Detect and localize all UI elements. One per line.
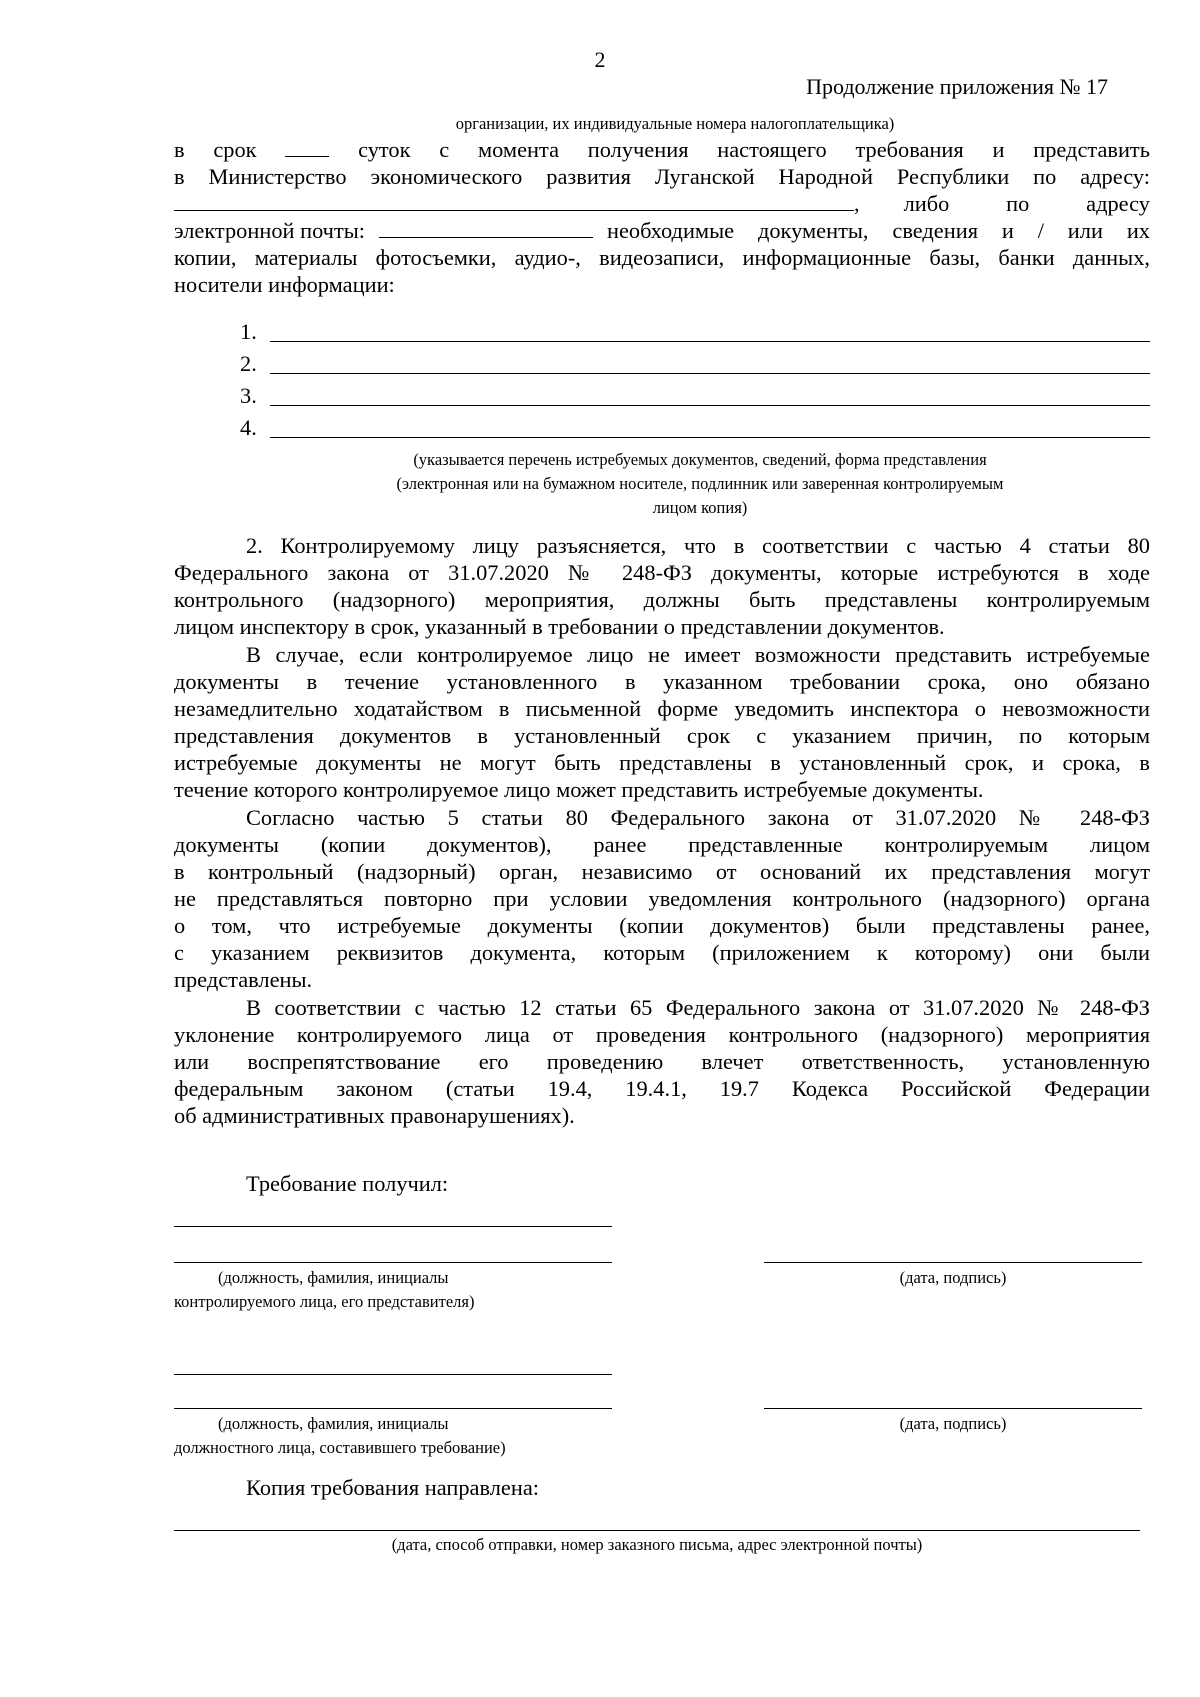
request-word: суток [358, 137, 411, 162]
request-word: , [854, 191, 860, 216]
paragraph-line: лицом инспектору в срок, указанный в требовании о представлении документов. [174, 614, 945, 639]
paragraph-line: федеральным законом (статьи 19.4, 19.4.1, 19.7 Кодекса Российской Федерации [174, 1076, 1150, 1101]
paragraph-line: в контрольный (надзорный) орган, независимо от оснований их представления могут [174, 859, 1150, 884]
email-blank-field[interactable] [379, 219, 593, 238]
request-word: по [1006, 191, 1030, 216]
received-date-signature-line[interactable] [764, 1262, 1142, 1263]
document-list-item [240, 348, 1150, 378]
caption-line: лицом копия) [652, 498, 748, 517]
official-name-line-2[interactable] [174, 1408, 612, 1409]
request-line-5: копии, материалы фотосъемки, аудио-, видеозаписи, информационные базы, банки данных, [174, 245, 1150, 270]
address-blank-field[interactable] [174, 192, 854, 211]
paragraph-line: течение которого контролируемое лицо может представить истребуемые документы. [174, 777, 984, 802]
paragraph-liability [174, 994, 1150, 1129]
list-number: 2. [240, 351, 257, 376]
paragraph-line: уклонение контролируемого лица от проведения контрольного (надзорного) мероприятия [174, 1022, 1150, 1047]
paragraph-repeat-submission [174, 804, 1150, 993]
caption-line: (электронная или на бумажном носителе, подлинник или заверенная контролируемым [396, 474, 1004, 493]
paragraph-inability [174, 641, 1150, 803]
paragraph-line: незамедлительно ходатайством в письменной форме уведомить инспектора о невозможности [174, 696, 1150, 721]
official-caption-line-2: должностного лица, составившего требование) [174, 1438, 506, 1457]
paragraph-line: не представляться повторно при условии уведомления контрольного (надзорного) органа [174, 886, 1150, 911]
copy-sent-label: Копия требования направлена: [246, 1475, 540, 1500]
official-date-signature-line[interactable] [764, 1408, 1142, 1409]
official-caption-line-1: (должность, фамилия, инициалы [218, 1414, 449, 1433]
received-name-line-2[interactable] [174, 1262, 612, 1263]
received-name-line-1[interactable] [174, 1226, 612, 1227]
paragraph-explanation [174, 532, 1150, 640]
received-caption-line-1: (должность, фамилия, инициалы [218, 1268, 449, 1287]
page-number: 2 [594, 47, 606, 72]
request-word: необходимые документы, сведения и / или их [607, 218, 1150, 243]
request-word: срок [213, 137, 257, 162]
paragraph-line: Согласно частью 5 статьи 80 Федерального закона от 31.07.2020 № 248-ФЗ [246, 805, 1150, 830]
official-name-line-1[interactable] [174, 1374, 612, 1375]
paragraph-line: документы в течение установленного в указанном требовании срока, оно обязано [174, 669, 1150, 694]
request-word: адресу [1086, 191, 1150, 216]
list-number: 4. [240, 415, 257, 440]
paragraph-line: об административных правонарушениях). [174, 1103, 575, 1128]
request-word: получения [587, 137, 689, 162]
paragraph-line: контрольного (надзорного) мероприятия, должны быть представлены контролируемым [174, 587, 1150, 612]
request-word: электронной почты: [174, 218, 365, 243]
paragraph-line: или воспрепятствование его проведению влечет ответственность, установленную [174, 1049, 1150, 1074]
paragraph-line: представлены. [174, 967, 313, 992]
appendix-label: Продолжение приложения № 17 [806, 74, 1108, 99]
request-block [174, 136, 1150, 298]
document-list-caption [300, 448, 1100, 520]
request-line-2: в Министерство экономического развития Луганской Народной Республики по адресу: [174, 164, 1150, 189]
request-word: и [992, 137, 1005, 162]
received-label: Требование получил: [246, 1171, 449, 1196]
received-caption-line-2: контролируемого лица, его представителя) [174, 1292, 475, 1311]
request-word: с [439, 137, 450, 162]
received-date-caption: (дата, подпись) [899, 1268, 1007, 1287]
request-word: настоящего [717, 137, 827, 162]
request-line-1 [174, 136, 1150, 163]
document-list-item [240, 316, 1150, 346]
document-entry-field[interactable] [270, 383, 1150, 406]
top-caption: организации, их индивидуальные номера налогоплательщика) [455, 114, 895, 133]
paragraph-line: В соответствии с частью 12 статьи 65 Федерального закона от 31.07.2020 № 248-ФЗ [246, 995, 1150, 1020]
copy-sent-details-line[interactable] [174, 1530, 1140, 1531]
request-word: момента [477, 137, 560, 162]
document-list-item [240, 412, 1150, 442]
document-entry-field[interactable] [270, 415, 1150, 438]
request-word: требования [855, 137, 964, 162]
list-number: 3. [240, 383, 257, 408]
paragraph-line: истребуемые документы не могут быть представлены в установленный срок, и срока, в [174, 750, 1150, 775]
document-entry-field[interactable] [270, 351, 1150, 374]
paragraph-line: 2. Контролируемому лицу разъясняется, что в соответствии с частью 4 статьи 80 [246, 533, 1150, 558]
request-word: либо [903, 191, 950, 216]
request-word: в [174, 137, 185, 162]
official-date-caption: (дата, подпись) [899, 1414, 1007, 1433]
document-list-item [240, 380, 1150, 410]
list-number: 1. [240, 319, 257, 344]
request-line-4 [174, 217, 1150, 244]
days-blank-field[interactable] [285, 138, 329, 157]
request-line-6: носители информации: [174, 272, 395, 297]
copy-sent-caption: (дата, способ отправки, номер заказного письма, адрес электронной почты) [391, 1535, 923, 1554]
request-line-3 [174, 190, 1150, 217]
paragraph-line: Федерального закона от 31.07.2020 № 248-ФЗ документы, которые истребуются в ходе [174, 560, 1150, 585]
document-entry-field[interactable] [270, 319, 1150, 342]
paragraph-line: представления документов в установленный срок с указанием причин, по которым [174, 723, 1150, 748]
paragraph-line: В случае, если контролируемое лицо не имеет возможности представить истребуемые [246, 642, 1150, 667]
request-word: представить [1033, 137, 1150, 162]
paragraph-line: документы (копии документов), ранее представленные контролируемым лицом [174, 832, 1150, 857]
paragraph-line: о том, что истребуемые документы (копии документов) были представлены ранее, [174, 913, 1150, 938]
caption-line: (указывается перечень истребуемых документов, сведений, форма представления [413, 450, 987, 469]
paragraph-line: с указанием реквизитов документа, которым (приложением к которому) они были [174, 940, 1150, 965]
